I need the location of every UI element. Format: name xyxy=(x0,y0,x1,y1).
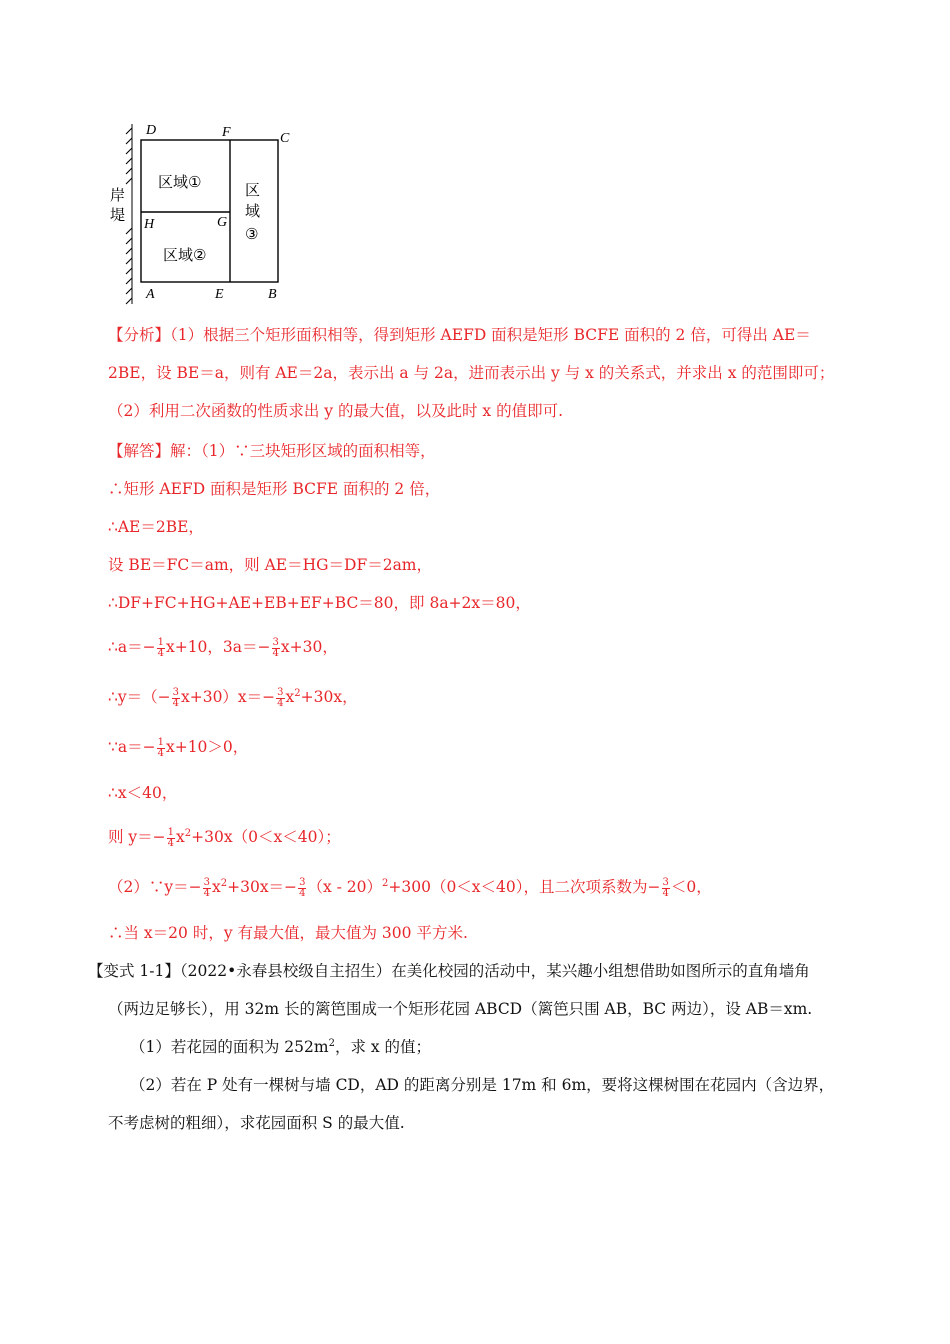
text: +30x， xyxy=(300,688,358,706)
denominator: 4 xyxy=(272,647,279,659)
region-3-label-2: 域 xyxy=(245,202,261,220)
analysis-line-1 xyxy=(108,324,811,346)
variant-line-4: （2）若在 P 处有一棵树与墙 CD，AD 的距离分别是 17m 和 6m，要将这棵树围在花园内（含边界， xyxy=(130,1076,835,1094)
text: ∴a＝− xyxy=(108,638,156,656)
label-f: F xyxy=(222,125,231,140)
text: x+10＞0， xyxy=(165,738,249,756)
analysis-tag: 【分析】 xyxy=(108,326,171,344)
denominator: 4 xyxy=(157,747,164,759)
region-2-label: 区域② xyxy=(163,246,207,264)
text: ，求 x 的值； xyxy=(334,1038,432,1056)
answer-step-3: 设 BE＝FC＝am，则 AE＝HG＝DF＝2am， xyxy=(108,556,433,574)
exponent: 2 xyxy=(220,878,228,889)
label-e: E xyxy=(215,287,224,302)
numerator: 3 xyxy=(299,876,306,888)
variant-line-5: 不考虑树的粗细），求花园面积 S 的最大值. xyxy=(108,1114,405,1132)
text: （x - 20） xyxy=(307,878,382,896)
analysis-line-3: （2）利用二次函数的性质求出 y 的最大值，以及此时 x 的值即可. xyxy=(108,402,563,420)
variant-line-1: 【变式 1-1】（2022•永春县校级自主招生）在美化校园的活动中，某兴趣小组想借助如图所示的直角墙角 xyxy=(88,962,810,980)
numerator: 3 xyxy=(272,636,279,648)
text: （1）若花园的面积为 252m xyxy=(130,1038,329,1056)
label-d: D xyxy=(146,123,157,138)
denominator: 4 xyxy=(662,887,669,899)
variant-line-2: （两边足够长），用 32m 长的篱笆围成一个矩形花园 ABCD（篱笆只围 AB，BC 两边），设 AB＝xm. xyxy=(108,1000,813,1018)
exponent: 2 xyxy=(328,1038,335,1049)
fraction-3-4 xyxy=(662,878,670,899)
answer-step-9 xyxy=(108,826,341,849)
answer-step-11: ∴当 x＝20 时，y 有最大值，最大值为 300 平方米. xyxy=(108,924,468,942)
answer-step-4: ∴DF+FC+HG+AE+EB+EF+BC＝80，即 8a+2x＝80， xyxy=(108,594,531,612)
text: x xyxy=(285,688,295,706)
fraction-1-4 xyxy=(157,638,165,659)
exponent: 2 xyxy=(294,688,301,699)
denominator: 4 xyxy=(157,647,164,659)
numerator: 3 xyxy=(277,686,284,698)
label-b: B xyxy=(268,287,277,302)
fraction-3-4 xyxy=(203,878,211,899)
denominator: 4 xyxy=(167,837,175,849)
denominator: 4 xyxy=(172,697,179,709)
text: +300（0＜x＜40），且二次项系数为− xyxy=(388,878,661,896)
exponent: 2 xyxy=(184,828,192,839)
text: ∴y＝（− xyxy=(108,688,171,706)
answer-line-intro xyxy=(108,440,436,462)
analysis-line-2: 2BE，设 BE＝a，则有 AE＝2a，表示出 a 与 2a，进而表示出 y 与 x 的关系式，并求出 x 的范围即可； xyxy=(108,364,835,382)
label-c: C xyxy=(280,131,290,146)
denominator: 4 xyxy=(299,887,306,899)
analysis-text-1: （1）根据三个矩形面积相等，得到矩形 AEFD 面积是矩形 BCFE 面积的 2 倍，可得出 AE＝ xyxy=(170,326,811,344)
answer-step-6 xyxy=(108,686,358,709)
fraction-3-4 xyxy=(298,878,306,899)
answer-step-5 xyxy=(108,636,338,659)
denominator: 4 xyxy=(203,887,210,899)
fraction-3-4 xyxy=(172,688,180,709)
text: x+30， xyxy=(280,638,338,656)
exponent: 2 xyxy=(382,878,389,889)
answer-step-2: ∴AE＝2BE， xyxy=(108,518,204,536)
label-h: H xyxy=(144,217,155,232)
bank-label-2: 堤 xyxy=(110,206,126,224)
text: （2）∵y＝− xyxy=(108,878,202,896)
text: ＜0， xyxy=(670,878,712,896)
numerator: 3 xyxy=(662,876,669,888)
numerator: 1 xyxy=(157,736,164,748)
text: x xyxy=(211,878,221,896)
fraction-1-4 xyxy=(167,828,175,849)
variant-line-3 xyxy=(130,1036,431,1058)
text: x xyxy=(176,828,185,846)
region-3-label-1: 区 xyxy=(245,181,261,199)
label-g: G xyxy=(217,215,228,230)
rectangle-regions-figure xyxy=(108,118,308,308)
numerator: 1 xyxy=(157,636,164,648)
bank-wall-hatch xyxy=(126,124,132,304)
text: x+30）x＝− xyxy=(180,688,276,706)
answer-intro-text: 解：（1）∵三块矩形区域的面积相等， xyxy=(170,442,436,460)
denominator: 4 xyxy=(277,697,284,709)
answer-step-7 xyxy=(108,736,248,759)
answer-tag: 【解答】 xyxy=(108,442,171,460)
text: +30x（0＜x＜40）； xyxy=(191,828,341,846)
fraction-1-4 xyxy=(157,738,165,759)
answer-step-1: ∴矩形 AEFD 面积是矩形 BCFE 面积的 2 倍， xyxy=(108,480,441,498)
numerator: 3 xyxy=(203,876,210,888)
numerator: 1 xyxy=(167,826,175,838)
region-3-label-3: ③ xyxy=(245,225,259,243)
bank-label-1: 岸 xyxy=(110,186,126,204)
text: +30x＝− xyxy=(227,878,298,896)
answer-step-8: ∴x＜40， xyxy=(108,784,178,802)
text: x+10，3a＝− xyxy=(165,638,271,656)
text: 则 y＝− xyxy=(108,828,166,846)
numerator: 3 xyxy=(172,686,179,698)
fraction-3-4 xyxy=(272,638,280,659)
answer-step-10 xyxy=(108,876,712,899)
region-1-label: 区域① xyxy=(158,173,202,191)
text: ∵a＝− xyxy=(108,738,156,756)
label-a: A xyxy=(146,287,155,302)
fraction-3-4 xyxy=(276,688,284,709)
